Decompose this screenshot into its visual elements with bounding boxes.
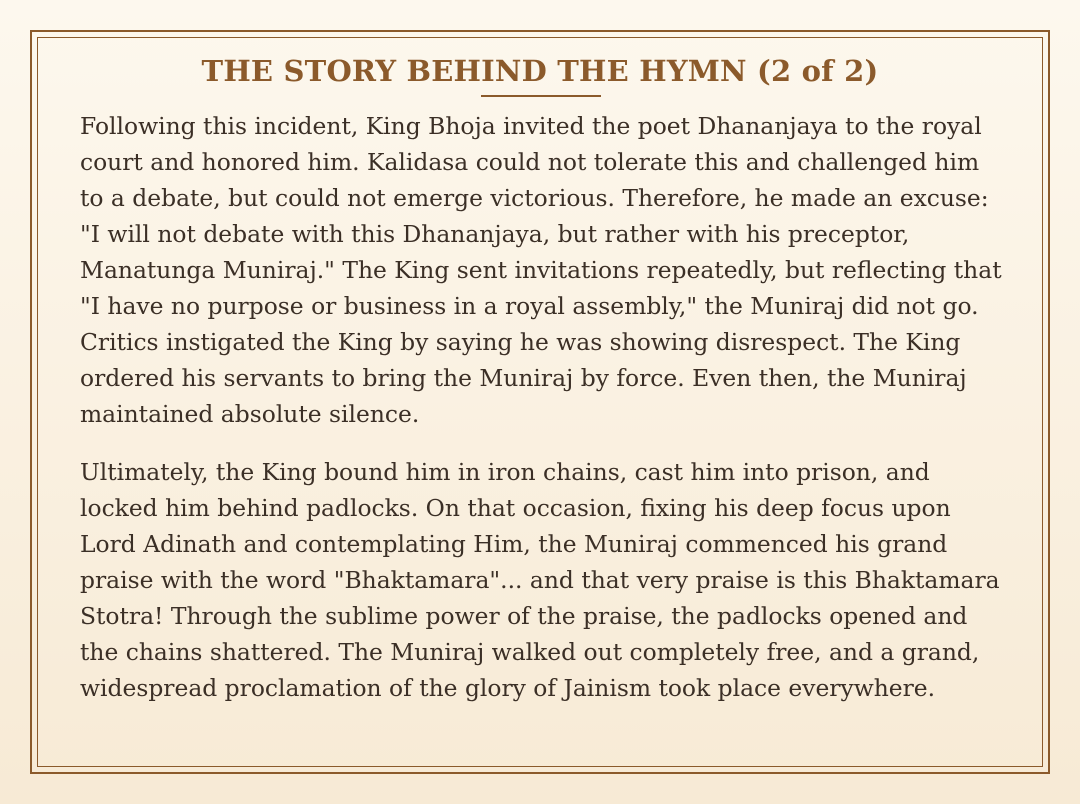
story-paragraph-2: Ultimately, the King bound him in iron chains, cast him into prison, and locked him behind padlocks. On that occasion, fixing his deep focus upon Lord Adinath and contemplating Him, the Muniraj commenced his grand praise with the word "Bhaktamara"... and that very praise is this Bhaktamara Stotra! Through the sublime power of the praise, the padlocks opened and the chains shattered. The Muniraj walked out completely free, and a grand, widespread proclamation of the glory of Jainism took place everywhere. [80,458,1000,702]
story-body [80,108,1010,706]
title-underline-divider [481,95,601,97]
page-title: THE STORY BEHIND THE HYMN (2 of 2) [201,54,879,88]
story-paragraph-1: Following this incident, King Bhoja invited the poet Dhananjaya to the royal court and honored him. Kalidasa could not tolerate this and challenged him to a debate, but could not emerge victorious. Therefore, he made an excuse: "I will not debate with this Dhananjaya, but rather with his preceptor, Manatunga Muniraj." The King sent invitations repeatedly, but reflecting that "I have no purpose or business in a royal assembly," the Muniraj did not go. Critics instigated the King by saying he was showing disrespect. The King ordered his servants to bring the Muniraj by force. Even then, the Muniraj maintained absolute silence. [80,112,1002,428]
